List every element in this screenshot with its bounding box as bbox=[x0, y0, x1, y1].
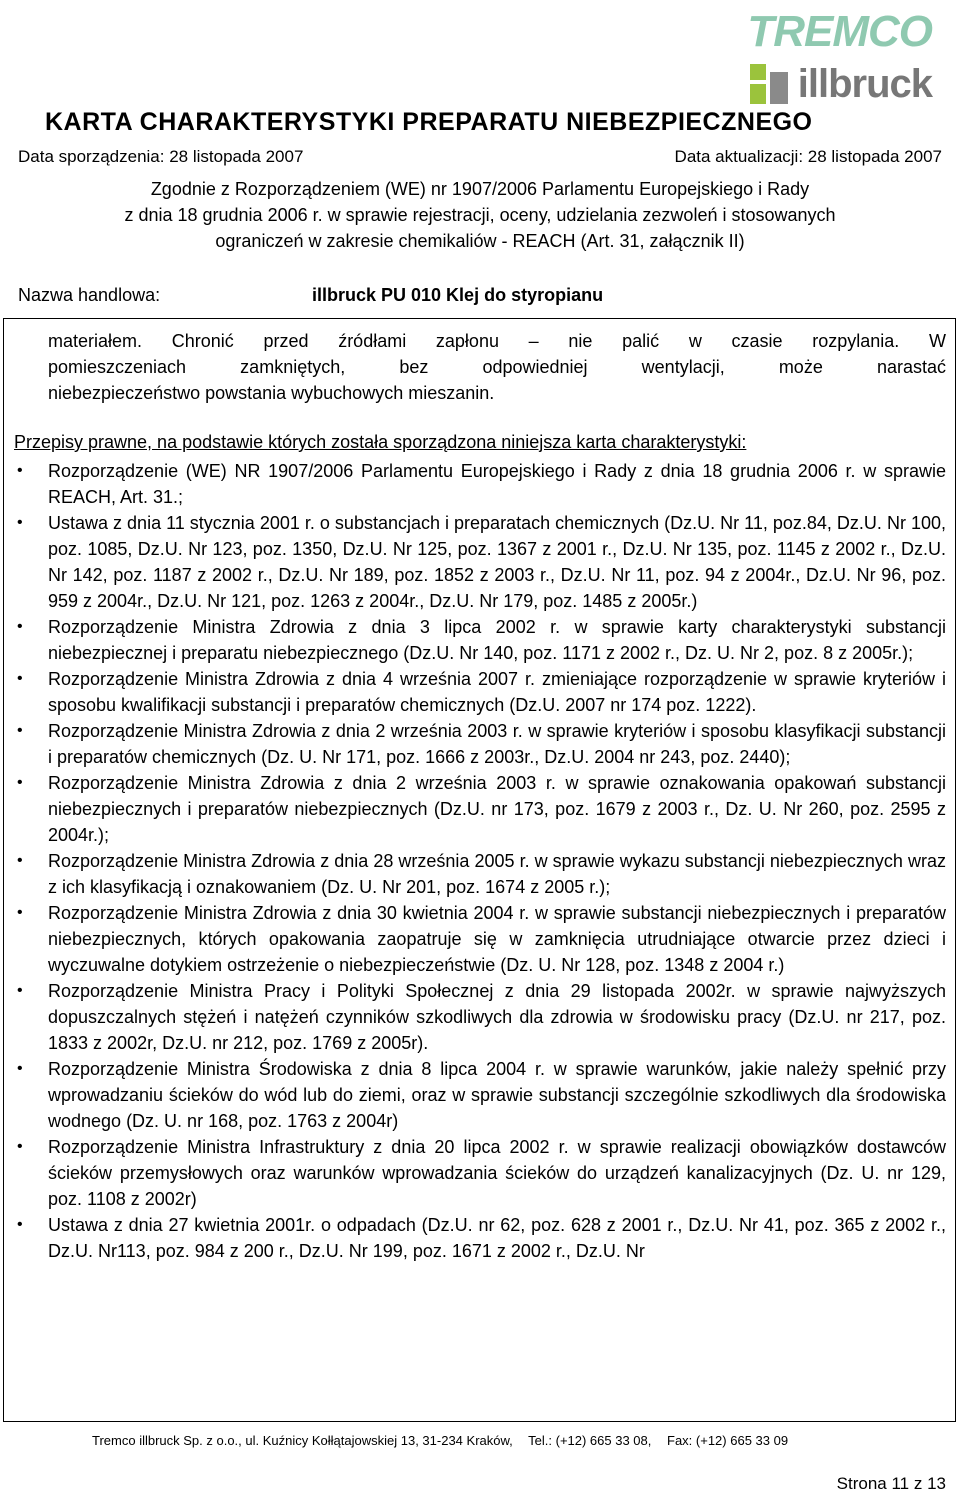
intro-line-3: niebezpieczeństwo powstania wybuchowych mieszanin. bbox=[48, 383, 495, 403]
date-row bbox=[18, 147, 942, 167]
illbruck-logo bbox=[750, 62, 932, 106]
footer-company-address: Tremco illbruck Sp. z o.o., ul. Kuźnicy Kołłątajowskiej 13, 31-234 Kraków, bbox=[92, 1433, 513, 1448]
footer-fax: Fax: (+12) 665 33 09 bbox=[667, 1433, 789, 1448]
bullet-icon: • bbox=[17, 1216, 23, 1233]
bullet-icon: • bbox=[17, 670, 23, 687]
trade-name-label: Nazwa handlowa: bbox=[18, 285, 161, 305]
list-item: • Rozporządzenie Ministra Infrastruktury z dnia 20 lipca 2002 r. w sprawie realizacji obowiązków dostawców ścieków przemysłowych oraz warunków wprowadzania ścieków do urządzeń kanalizacyjnych (Dz. U. nr 129, poz. 1108 z 2002r) bbox=[48, 1134, 946, 1212]
list-item: • Ustawa z dnia 27 kwietnia 2001r. o odpadach (Dz.U. nr 62, poz. 628 z 2001 r., Dz.U. Nr 41, poz. 365 z 2002 r., Dz.U. Nr113, poz. 984 z 200 r., Dz.U. Nr 199, poz. 1671 z 2002 r., Dz.U. Nr bbox=[48, 1212, 946, 1264]
date-created: Data sporządzenia: 28 listopada 2007 bbox=[18, 147, 304, 166]
list-item: • Rozporządzenie Ministra Zdrowia z dnia 2 września 2003 r. w sprawie kryteriów i sposobu klasyfikacji substancji i preparatów chemicznych (Dz. U. Nr 171, poz. 1666 z 2003r., Dz.U. 2004 nr 243, poz. 2440); bbox=[48, 718, 946, 770]
regulation-line-2: z dnia 18 grudnia 2006 r. w sprawie rejestracji, oceny, udzielania zezwoleń i stosowanych bbox=[124, 205, 836, 225]
bullet-icon: • bbox=[17, 462, 23, 479]
list-item: • Rozporządzenie (WE) NR 1907/2006 Parlamentu Europejskiego i Rady z dnia 18 grudnia 2006 r. w sprawie REACH, Art. 31.; bbox=[48, 458, 946, 510]
trade-name-value: illbruck PU 010 Klej do styropianu bbox=[312, 285, 604, 305]
list-item: • Rozporządzenie Ministra Zdrowia z dnia 2 września 2003 r. w sprawie oznakowania opakowań substancji niebezpiecznych i preparatów niebezpiecznych (Dz.U. nr 173, poz. 1679 z 2003 r., Dz. U. Nr 260, poz. 2595 z 2004r.); bbox=[48, 770, 946, 848]
list-item: • Rozporządzenie Ministra Pracy i Polityki Społecznej z dnia 29 listopada 2002r. w sprawie najwyższych dopuszczalnych stężeń i natężeń czynników szkodliwych dla zdrowia w środowisku pracy (Dz.U. nr 217, poz. 1833 z 2002r, Dz.U. nr 212, poz. 1769 z 2005r). bbox=[48, 978, 946, 1056]
bullet-icon: • bbox=[17, 514, 23, 531]
document-title: KARTA CHARAKTERYSTYKI PREPARATU NIEBEZPIECZNEGO bbox=[45, 108, 813, 136]
legal-basis-list bbox=[17, 458, 946, 1264]
list-item: • Ustawa z dnia 11 stycznia 2001 r. o substancjach i preparatach chemicznych (Dz.U. Nr 11, poz.84, Dz.U. Nr 100, poz. 1085, Dz.U. Nr 123, poz. 1350, Dz.U. Nr 125, poz. 1367 z 2001 r., Dz.U. Nr 135, poz. 1145 z 2002 r., Dz.U. Nr 142, poz. 1187 z 2002 r., Dz.U. Nr 189, poz. 1852 z 2003 r., Dz.U. Nr 11, poz. 94 z 2004r., Dz.U. Nr 96, poz. 959 z 2004r., Dz.U. Nr 121, poz. 1263 z 2004r., Dz.U. Nr 179, poz. 1485 z 2005r.) bbox=[48, 510, 946, 614]
footer-phone: Tel.: (+12) 665 33 08, bbox=[528, 1433, 652, 1448]
bullet-icon: • bbox=[17, 774, 23, 791]
list-item: • Rozporządzenie Ministra Środowiska z dnia 8 lipca 2004 r. w sprawie warunków, jakie należy spełnić przy wprowadzaniu ścieków do wód lub do ziemi, oraz w sprawie substancji szczególnie szkodliwych dla środowiska wodnego (Dz. U. nr 168, poz. 1763 z 2004r) bbox=[48, 1056, 946, 1134]
regulation-reference bbox=[0, 176, 960, 254]
bullet-icon: • bbox=[17, 852, 23, 869]
legal-basis-heading: Przepisy prawne, na podstawie których została sporządzona niniejsza karta charakterystyki: bbox=[14, 432, 747, 452]
bullet-icon: • bbox=[17, 1060, 23, 1077]
bullet-icon: • bbox=[17, 904, 23, 921]
illbruck-logo-text: illbruck bbox=[797, 62, 932, 106]
tremco-logo-text: TREMCO bbox=[747, 7, 932, 56]
page-footer bbox=[92, 1433, 800, 1448]
date-updated: Data aktualizacji: 28 listopada 2007 bbox=[674, 147, 942, 166]
bullet-icon: • bbox=[17, 618, 23, 635]
page-number: Strona 11 z 13 bbox=[836, 1474, 946, 1493]
bullet-icon: • bbox=[17, 982, 23, 999]
bullet-icon: • bbox=[17, 1138, 23, 1155]
list-item: • Rozporządzenie Ministra Zdrowia z dnia 4 września 2007 r. zmieniające rozporządzenie w sprawie kryteriów i sposobu kwalifikacji substancji i preparatów chemicznych (Dz.U. 2007 nr 174 poz. 1222). bbox=[48, 666, 946, 718]
list-item: • Rozporządzenie Ministra Zdrowia z dnia 3 lipca 2002 r. w sprawie karty charakterystyki substancji niebezpiecznej i preparatu niebezpiecznego (Dz.U. Nr 140, poz. 1171 z 2002 r., Dz. U. Nr 2, poz. 8 z 2005r.); bbox=[48, 614, 946, 666]
regulation-line-3: ograniczeń w zakresie chemikaliów - REACH (Art. 31, załącznik II) bbox=[215, 231, 745, 251]
regulation-line-1: Zgodnie z Rozporządzeniem (WE) nr 1907/2006 Parlamentu Europejskiego i Rady bbox=[150, 179, 810, 199]
illbruck-mark-icon bbox=[750, 64, 792, 104]
intro-line-2: pomieszczeniach zamkniętych, bez odpowiedniej wentylacji, może narastać bbox=[48, 357, 946, 377]
intro-line-1: materiałem. Chronić przed źródłami zapłonu – nie palić w czasie rozpylania. W bbox=[48, 331, 946, 351]
company-logo bbox=[724, 8, 932, 104]
list-item: • Rozporządzenie Ministra Zdrowia z dnia 30 kwietnia 2004 r. w sprawie substancji niebezpiecznych i preparatów niebezpiecznych, których opakowania zaopatruje się w zamknięcia utrudniające otwarcie przez dzieci i wyczuwalne dotykiem ostrzeżenie o niebezpieczeństwie (Dz. U. Nr 128, poz. 1348 z 2004 r.) bbox=[48, 900, 946, 978]
intro-paragraph bbox=[48, 328, 946, 406]
list-item: • Rozporządzenie Ministra Zdrowia z dnia 28 września 2005 r. w sprawie wykazu substancji niebezpiecznych wraz z ich klasyfikacją i oznakowaniem (Dz. U. Nr 201, poz. 1674 z 2005 r.); bbox=[48, 848, 946, 900]
bullet-icon: • bbox=[17, 722, 23, 739]
